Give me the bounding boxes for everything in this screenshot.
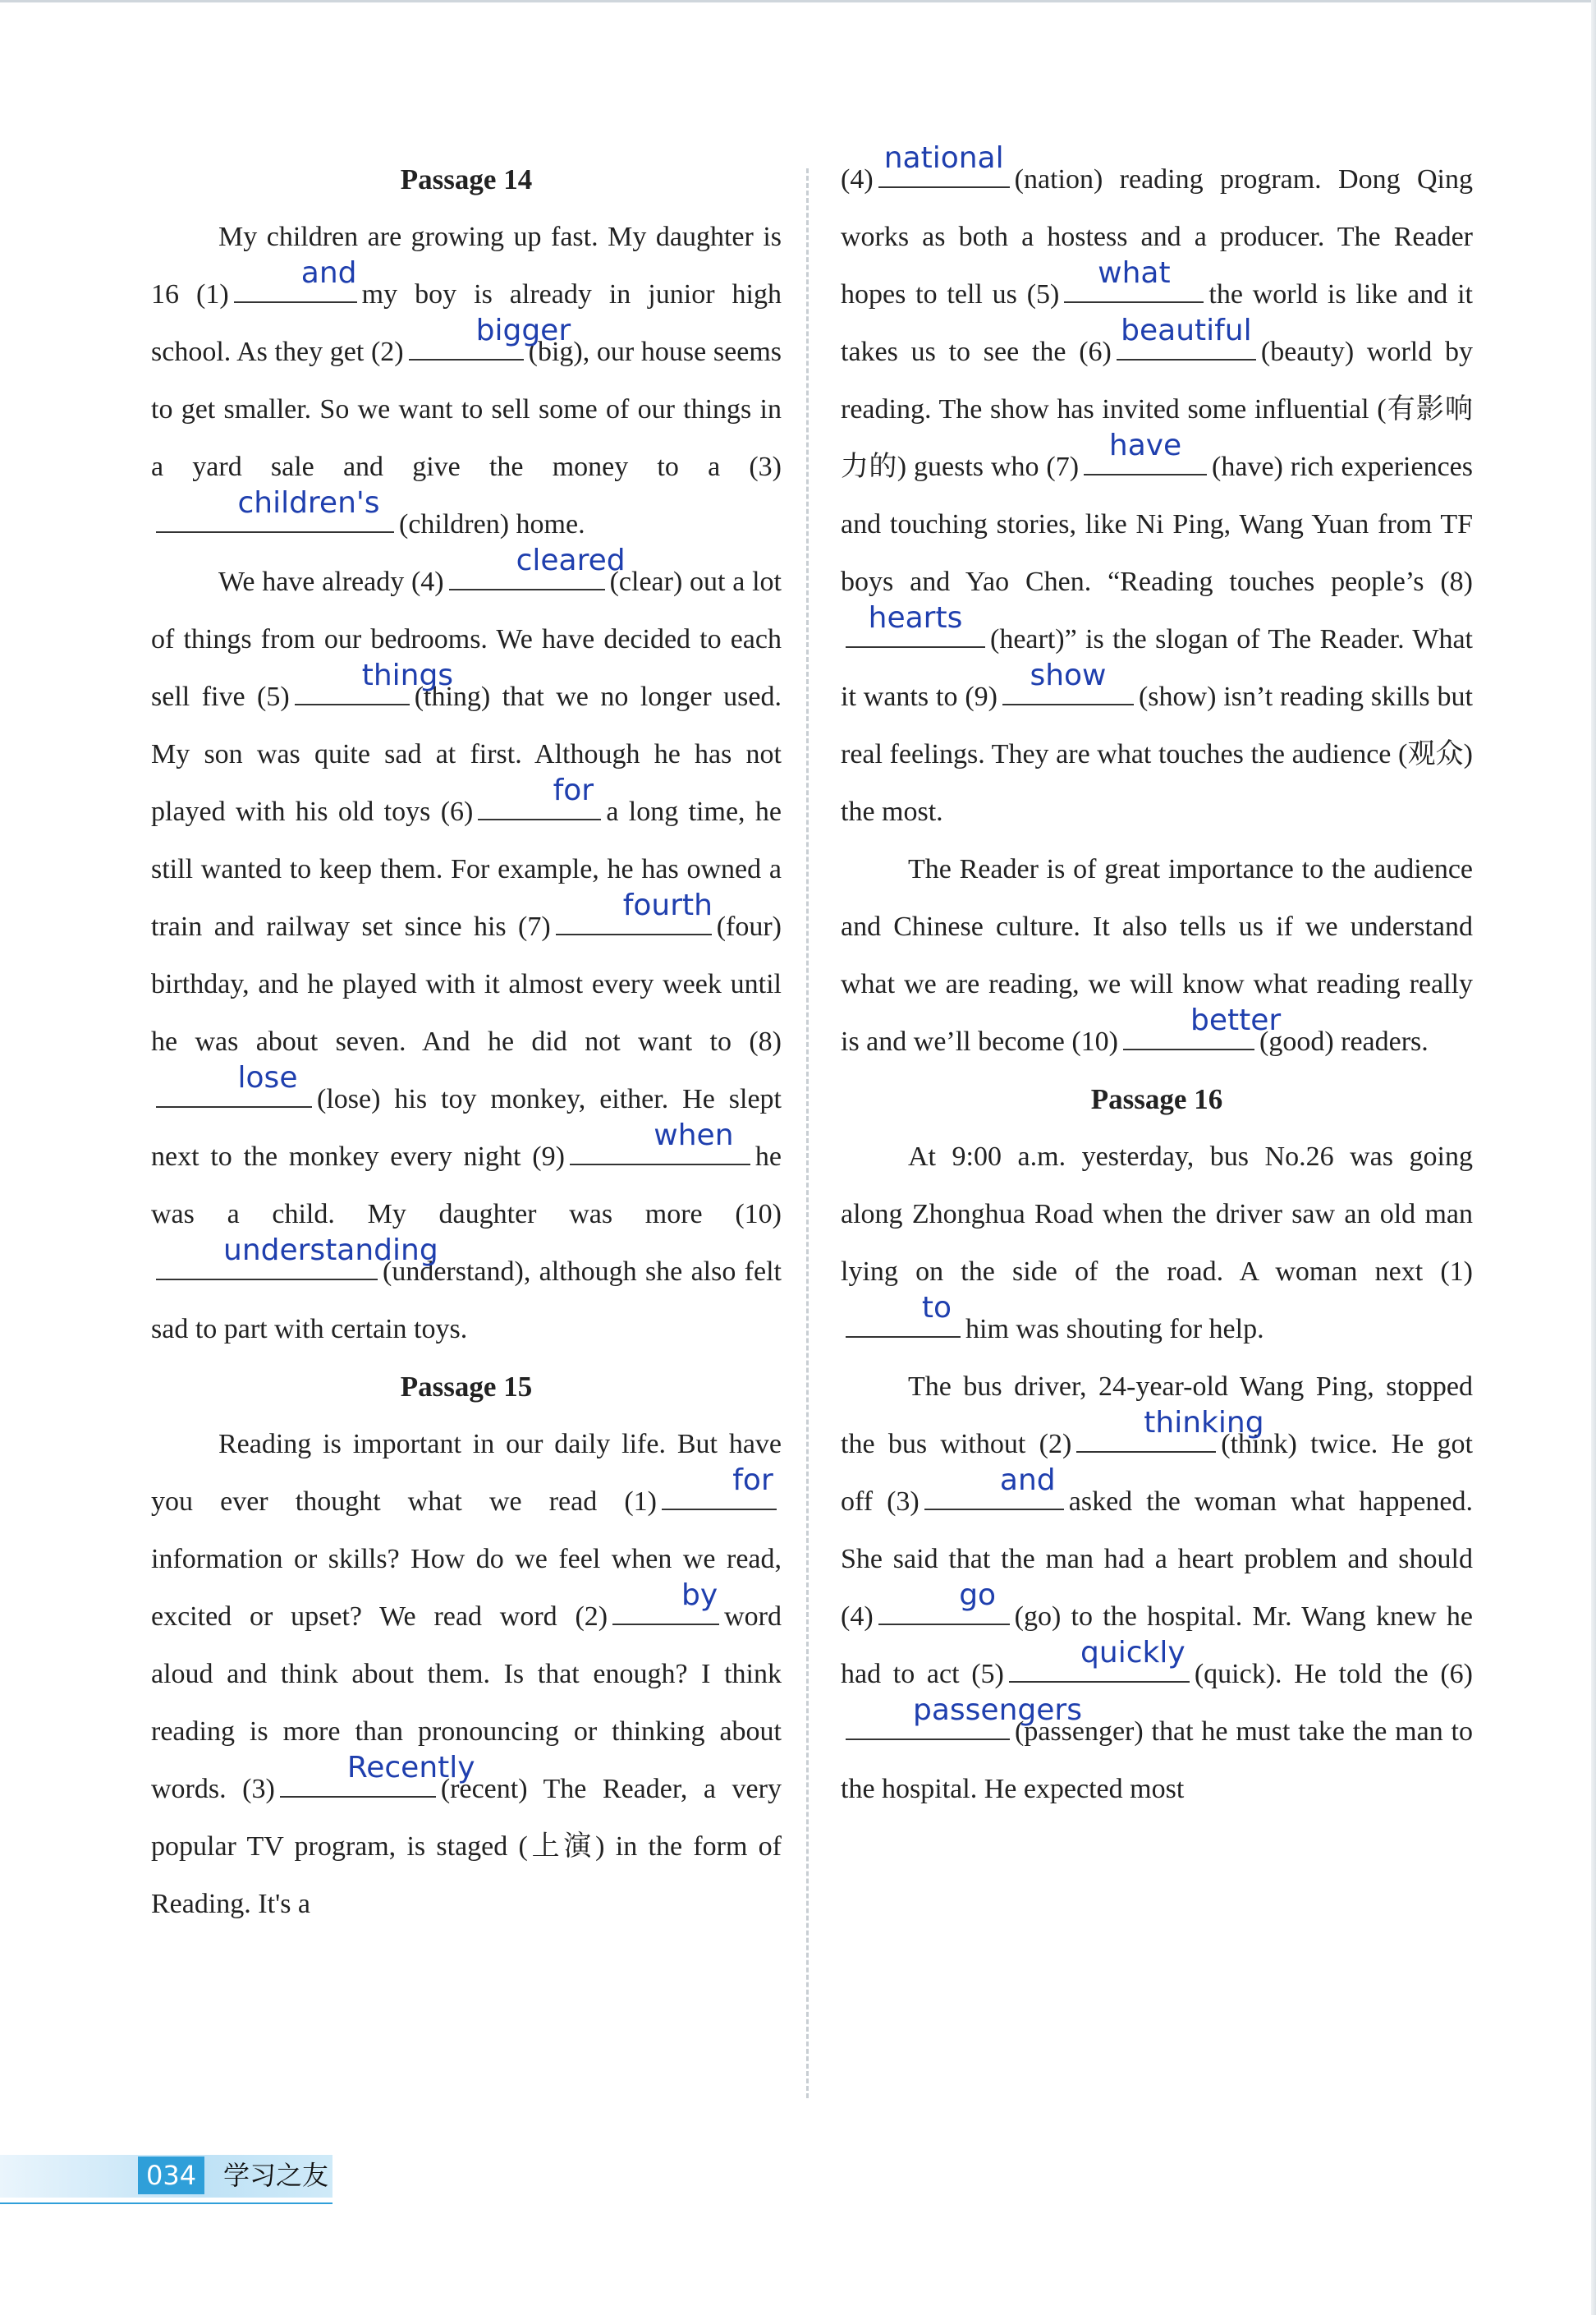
answer-p15-4: national bbox=[883, 141, 1004, 175]
answer-p14-6: for bbox=[553, 774, 594, 807]
answer-p14-4: cleared bbox=[516, 544, 626, 577]
blank-p14-3[interactable] bbox=[156, 486, 394, 533]
answer-p16-6: passengers bbox=[913, 1693, 1082, 1727]
page-number: 034 bbox=[138, 2157, 204, 2194]
passage-15-paragraph-2: The Reader is of great importance to the audience and Chinese culture. It also tells us if we understand what we are reading, we will know what reading really is and we’ll become (10) better (good) readers. bbox=[841, 854, 1473, 1057]
answer-p15-2: by bbox=[681, 1578, 718, 1612]
answer-p14-2: bigger bbox=[475, 314, 571, 347]
passage-15-paragraph-1-right: (4) national (nation) reading program. Dong Qing works as both a hostess and a producer. The Reader hopes to tell us (5) what the world is like and it takes us to see the (6) beautiful (beauty) world by reading. The show has invited some influential (有影响力的) guests who (7) have (have) rich experiences and touching stories, like Ni Ping, Wang Yuan from TF boys and Yao Chen. “Reading touches people’s (8) hearts (heart)” is the slogan of The Reader. What it wants to (9) show (show) isn’t reading skills but real feelings. They are what touches the audience (观众) the most. bbox=[841, 141, 1473, 827]
answer-p14-3: children's bbox=[237, 486, 380, 520]
blank-p14-4[interactable] bbox=[449, 544, 626, 590]
blank-p15-3[interactable] bbox=[280, 1751, 475, 1798]
passage-14-paragraph-2: We have already (4) cleared (clear) out a lot of things from our bedrooms. We have decided to each sell five (5) things (thing) that we no longer used. My son was quite sad at first. Although he has not played with his old toys (6) for a long time, he still wanted to keep them. For example, he has owned a train and railway set since his (7) fourth (four) birthday, and he played with it almost every week until he was about seven. And he did not want to (8) lose (lose) his toy monkey, either. He slept next to the monkey every night (9) when he was a child. My daughter was more (10) understanding (understand), although she also felt sad to part with certain toys. bbox=[151, 544, 782, 1344]
passage-14-title: Passage 14 bbox=[400, 163, 533, 195]
answer-p15-5: what bbox=[1098, 256, 1171, 290]
blank-p14-9[interactable] bbox=[570, 1118, 750, 1165]
passage-15-paragraph-1-left: Reading is important in our daily life. But have you ever thought what we read (1) for information or skills? How do we feel when we read, excited or upset? We read word (2) by word aloud and think about them. Is that enough? I think reading is more than pronouncing or thinking about words. (3) Recently (recent) The Reader, a very popular TV program, is staged (上演) in the form of Reading. It's a bbox=[151, 1429, 782, 1919]
answer-p15-9: show bbox=[1030, 659, 1107, 692]
answer-p16-4: go bbox=[959, 1578, 997, 1612]
answer-p15-8: hearts bbox=[868, 601, 963, 635]
passage-15-title: Passage 15 bbox=[400, 1371, 533, 1403]
passage-16-paragraph-1: At 9:00 a.m. yesterday, bus No.26 was going along Zhonghua Road when the driver saw an old man lying on the side of the road. A woman next (1) to him was shouting for help. bbox=[841, 1141, 1473, 1344]
blank-p16-1[interactable] bbox=[846, 1291, 961, 1338]
blank-p16-3[interactable] bbox=[924, 1463, 1064, 1510]
answer-p15-3: Recently bbox=[346, 1751, 475, 1784]
passage-14-paragraph-1: My children are growing up fast. My daughter is 16 (1) and my boy is already in junior high school. As they get (2) bigger (big), our house seems to get smaller. So we want to sell some of our things in a yard sale and give the money to a (3) children's (children) home. bbox=[151, 222, 782, 540]
answer-p14-5: things bbox=[361, 659, 454, 692]
blank-p14-1[interactable] bbox=[234, 256, 357, 303]
answer-p14-7: fourth bbox=[622, 889, 713, 922]
footer-rule bbox=[0, 2202, 332, 2204]
top-border bbox=[0, 0, 1596, 2]
blank-p15-2[interactable] bbox=[612, 1578, 719, 1625]
blank-p15-7[interactable] bbox=[1084, 429, 1207, 475]
answer-p14-10: understanding bbox=[223, 1233, 438, 1267]
answer-p16-3: and bbox=[999, 1463, 1056, 1497]
page-edge bbox=[1591, 0, 1596, 2315]
answer-p15-10: better bbox=[1190, 1004, 1282, 1037]
blank-p14-8[interactable] bbox=[156, 1061, 312, 1108]
answer-p16-2: thinking bbox=[1144, 1406, 1264, 1440]
blank-p15-6[interactable] bbox=[1117, 314, 1256, 361]
blank-p16-5[interactable] bbox=[1009, 1636, 1190, 1683]
book-title: 学习之友 bbox=[223, 2160, 329, 2191]
answer-p16-1: to bbox=[921, 1291, 952, 1325]
answer-p14-8: lose bbox=[237, 1061, 298, 1095]
blank-p14-6[interactable] bbox=[478, 774, 601, 820]
answer-p15-7: have bbox=[1108, 429, 1182, 462]
column-divider bbox=[806, 168, 809, 2098]
blank-p16-2[interactable] bbox=[1076, 1406, 1264, 1453]
blank-p14-10[interactable] bbox=[156, 1233, 438, 1280]
blank-p15-10[interactable] bbox=[1123, 1004, 1282, 1050]
page-footer bbox=[0, 2143, 345, 2209]
blank-p14-5[interactable] bbox=[295, 659, 454, 705]
left-column bbox=[151, 151, 782, 1933]
blank-p15-5[interactable] bbox=[1064, 256, 1204, 303]
right-column bbox=[841, 141, 1473, 1818]
answer-p15-1: for bbox=[732, 1463, 773, 1497]
answer-p14-1: and bbox=[300, 256, 357, 290]
answer-p15-6: beautiful bbox=[1121, 314, 1252, 347]
passage-16-title: Passage 16 bbox=[1090, 1083, 1223, 1115]
blank-p16-4[interactable] bbox=[878, 1578, 1010, 1625]
blank-p15-9[interactable] bbox=[1002, 659, 1134, 705]
answer-p16-5: quickly bbox=[1080, 1636, 1186, 1670]
passage-16-paragraph-2: The bus driver, 24-year-old Wang Ping, stopped the bus without (2) thinking (think) twice. He got off (3) and asked the woman what happened. She said that the man had a heart problem and should (4) go (go) to the hospital. Mr. Wang knew he had to act (5) quickly (quick). He told the (6) passengers (passenger) that he must take the man to the hospital. He expected most bbox=[841, 1371, 1473, 1804]
blank-p15-8[interactable] bbox=[846, 601, 985, 648]
blank-p15-1[interactable] bbox=[662, 1463, 777, 1510]
blank-p16-6[interactable] bbox=[846, 1693, 1082, 1740]
answer-p14-9: when bbox=[654, 1118, 734, 1152]
blank-p14-7[interactable] bbox=[556, 889, 713, 935]
blank-p15-4[interactable] bbox=[878, 141, 1010, 188]
blank-p14-2[interactable] bbox=[409, 314, 571, 361]
